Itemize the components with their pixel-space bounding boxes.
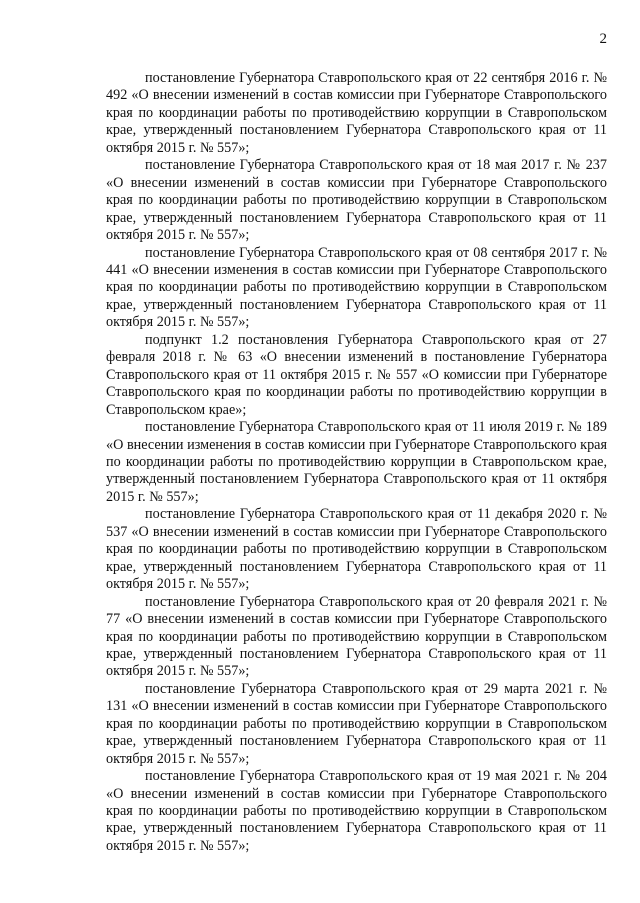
paragraph-decree-2021-204: постановление Губернатора Ставропольского края от 19 мая 2021 г. № 204 «О внесении изменений в состав комиссии при Губернаторе Ставропольского края по координации работы по противодействию коррупции в Ставропольском крае, утвержденный постановлением Губернатора Ставропольского края от 11 октября 2015 г. № 557»; <box>106 768 607 854</box>
paragraph-decree-2019-189: постановление Губернатора Ставропольского края от 11 июля 2019 г. № 189 «О внесении изменения в состав комиссии при Губернаторе Ставропольского края по координации работы по противодействию коррупции в Ставропольском крае, утвержденный постановлением Губернатора Ставропольского края от 11 октября 2015 г. № 557»; <box>106 419 607 505</box>
paragraph-decree-2021-131: постановление Губернатора Ставропольского края от 29 марта 2021 г. № 131 «О внесении изменений в состав комиссии при Губернаторе Ставропольского края по координации работы по противодействию коррупции в Ставропольском крае, утвержденный постановлением Губернатора Ставропольского края от 11 октября 2015 г. № 557»; <box>106 680 607 767</box>
paragraph-decree-2021-77: постановление Губернатора Ставропольского края от 20 февраля 2021 г. № 77 «О внесении изменений в состав комиссии при Губернаторе Ставропольского края по координации работы по противодействию коррупции в Ставропольском крае, утвержденный постановлением Губернатора Ставропольского края от 11 октября 2015 г. № 557»; <box>106 593 607 680</box>
paragraph-decree-2017-441: постановление Губернатора Ставропольского края от 08 сентября 2017 г. № 441 «О внесении изменения в состав комиссии при Губернаторе Ставропольского края по координации работы по противодействию коррупции в Ставропольском крае, утвержденный постановлением Губернатора Ставропольского края от 11 октября 2015 г. № 557»; <box>106 244 607 331</box>
page-number: 2 <box>599 31 607 47</box>
paragraph-decree-2016-492: постановление Губернатора Ставропольского края от 22 сентября 2016 г. № 492 «О внесении изменений в состав комиссии при Губернаторе Ставропольского края по координации работы по противодействию коррупции в Ставропольском крае, утвержденный постановлением Губернатора Ставропольского края от 11 октября 2015 г. № 557»; <box>106 70 607 156</box>
paragraph-decree-2018-63: подпункт 1.2 постановления Губернатора Ставропольского края от 27 февраля 2018 г. № 63 «О внесении изменений в постановление Губернатора Ставропольского края от 11 октября 2015 г. № 557 «О комиссии при Губернаторе Ставропольского края по координации работы по противодействию коррупции в Ставропольском крае»; <box>106 331 607 418</box>
document-body <box>106 70 607 855</box>
paragraph-decree-2017-237: постановление Губернатора Ставропольского края от 18 мая 2017 г. № 237 «О внесении изменений в состав комиссии при Губернаторе Ставропольского края по координации работы по противодействию коррупции в Ставропольском крае, утвержденный постановлением Губернатора Ставропольского края от 11 октября 2015 г. № 557»; <box>106 157 607 244</box>
paragraph-decree-2020-537: постановление Губернатора Ставропольского края от 11 декабря 2020 г. № 537 «О внесении изменений в состав комиссии при Губернаторе Ставропольского края по координации работы по противодействию коррупции в Ставропольском крае, утвержденный постановлением Губернатора Ставропольского края от 11 октября 2015 г. № 557»; <box>106 506 607 593</box>
